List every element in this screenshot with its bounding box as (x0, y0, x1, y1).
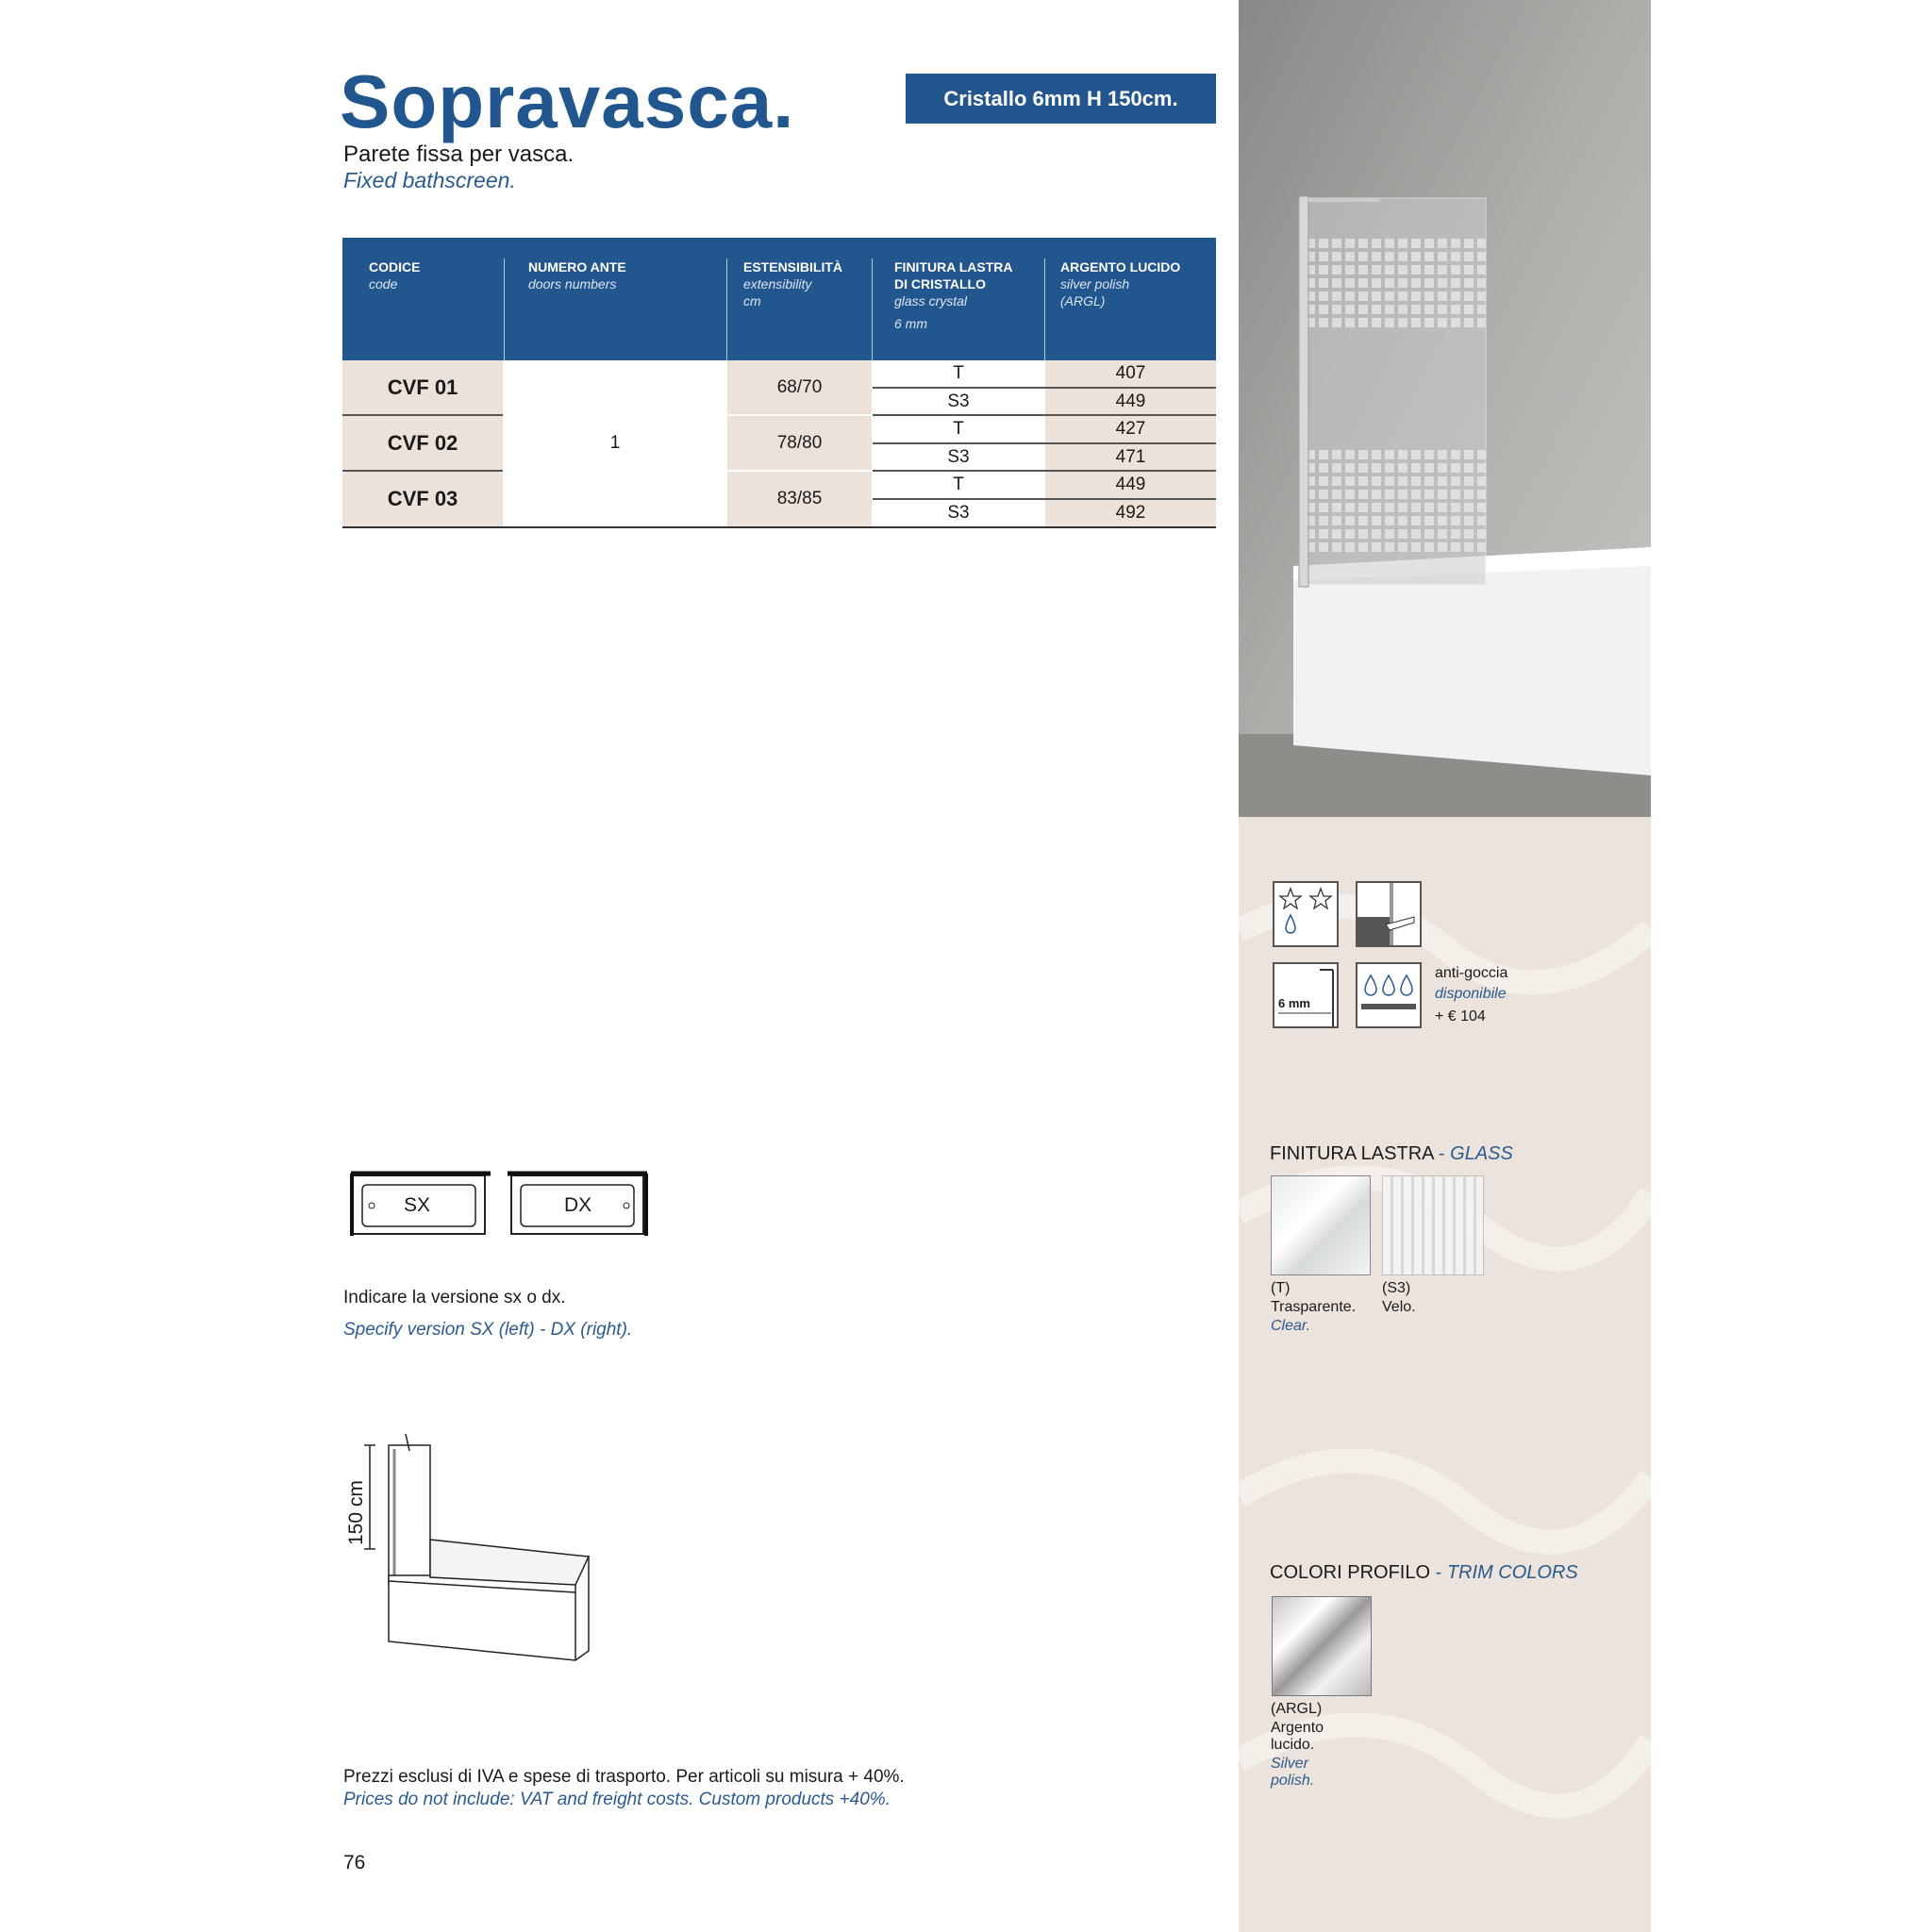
table-cell-doors: 1 (609, 433, 621, 453)
table-cell-finish: S3 (947, 391, 970, 411)
quality-rating-icon (1273, 881, 1339, 947)
table-cell-extensibility: 78/80 (727, 416, 872, 470)
table-cell-extensibility: 83/85 (727, 472, 872, 526)
glass-swatch-clear (1271, 1175, 1371, 1275)
height-label: 150 cm (345, 1480, 367, 1545)
thickness-label: 6 mm (1278, 996, 1310, 1010)
table-cell-finish: T (953, 475, 964, 494)
glass-option-name: Trasparente. (1271, 1299, 1357, 1315)
bathscreen-photo-illustration (1239, 0, 1651, 817)
trim-option-name-2: lucido. (1271, 1737, 1315, 1753)
version-dx-label: DX (564, 1194, 592, 1216)
table-cell-finish: T (953, 419, 964, 439)
spec-badge: Cristallo 6mm H 150cm. (906, 74, 1216, 124)
table-cell-price: 449 (1045, 472, 1216, 498)
glass-thickness-icon (1273, 962, 1339, 1028)
glass-option-name: Velo. (1382, 1299, 1416, 1315)
table-body (342, 360, 1216, 528)
anti-drop-icon (1356, 962, 1422, 1028)
version-sx-label: SX (404, 1194, 431, 1216)
col-header-code: CODICE code (369, 259, 421, 291)
page-title: Sopravasca. (340, 59, 795, 143)
trim-option-name-1: Argento (1271, 1720, 1324, 1736)
table-cell-code: CVF 03 (342, 472, 503, 526)
seal-profile-icon (1356, 881, 1422, 947)
antidrop-status: disponibile (1435, 986, 1507, 1002)
version-note-italian: Indicare la versione sx o dx. (343, 1288, 566, 1307)
col-header-doors: NUMERO ANTE doors numbers (528, 259, 626, 291)
table-cell-price: 471 (1045, 444, 1216, 471)
glass-option-name-en: Clear. (1271, 1318, 1311, 1334)
glass-option-code: (T) (1271, 1280, 1291, 1296)
glass-swatch-velo (1382, 1175, 1484, 1275)
glass-finish-heading: FINITURA LASTRA - GLASS (1270, 1143, 1513, 1164)
table-cell-finish: T (953, 363, 964, 383)
price-table (342, 238, 1216, 528)
table-cell-price: 492 (1045, 500, 1216, 526)
bathscreen-diagram (340, 1424, 623, 1670)
antidrop-label: anti-goccia (1435, 965, 1508, 981)
footer-note-italian: Prezzi esclusi di IVA e spese di trasporto. Per articoli su misura + 40%. (343, 1767, 905, 1787)
trim-swatch-silver (1272, 1596, 1372, 1696)
table-header (342, 238, 1216, 360)
antidrop-price: + € 104 (1435, 1008, 1486, 1024)
table-cell-price: 427 (1045, 416, 1216, 442)
trim-option-code: (ARGL) (1271, 1701, 1323, 1717)
subtitle-italian: Parete fissa per vasca. (343, 142, 575, 167)
trim-colors-heading: COLORI PROFILO - TRIM COLORS (1270, 1562, 1578, 1583)
version-diagram (349, 1168, 651, 1243)
trim-option-name-en-1: Silver (1271, 1756, 1309, 1772)
table-cell-finish: S3 (947, 503, 970, 523)
features-panel (1239, 817, 1651, 1932)
page-number: 76 (343, 1852, 366, 1874)
product-photo (1239, 0, 1651, 817)
table-cell-extensibility: 68/70 (727, 360, 872, 414)
table-cell-code: CVF 02 (342, 416, 503, 470)
footer-note-english: Prices do not include: VAT and freight costs. Custom products +40%. (343, 1790, 891, 1809)
trim-option-name-en-2: polish. (1271, 1773, 1315, 1789)
table-cell-price: 449 (1045, 389, 1216, 415)
col-header-extensibility: ESTENSIBILITÀ extensibility cm (743, 259, 843, 308)
version-note-english: Specify version SX (left) - DX (right). (343, 1320, 633, 1340)
table-cell-price: 407 (1045, 360, 1216, 387)
table-cell-code: CVF 01 (342, 360, 503, 414)
subtitle-english: Fixed bathscreen. (343, 168, 516, 192)
col-header-silver-polish: ARGENTO LUCIDO silver polish (ARGL) (1060, 259, 1181, 308)
col-header-glass-finish: FINITURA LASTRA DI CRISTALLO glass crystal 6 mm (894, 259, 1013, 331)
glass-option-code: (S3) (1382, 1280, 1411, 1296)
table-cell-finish: S3 (947, 447, 970, 467)
